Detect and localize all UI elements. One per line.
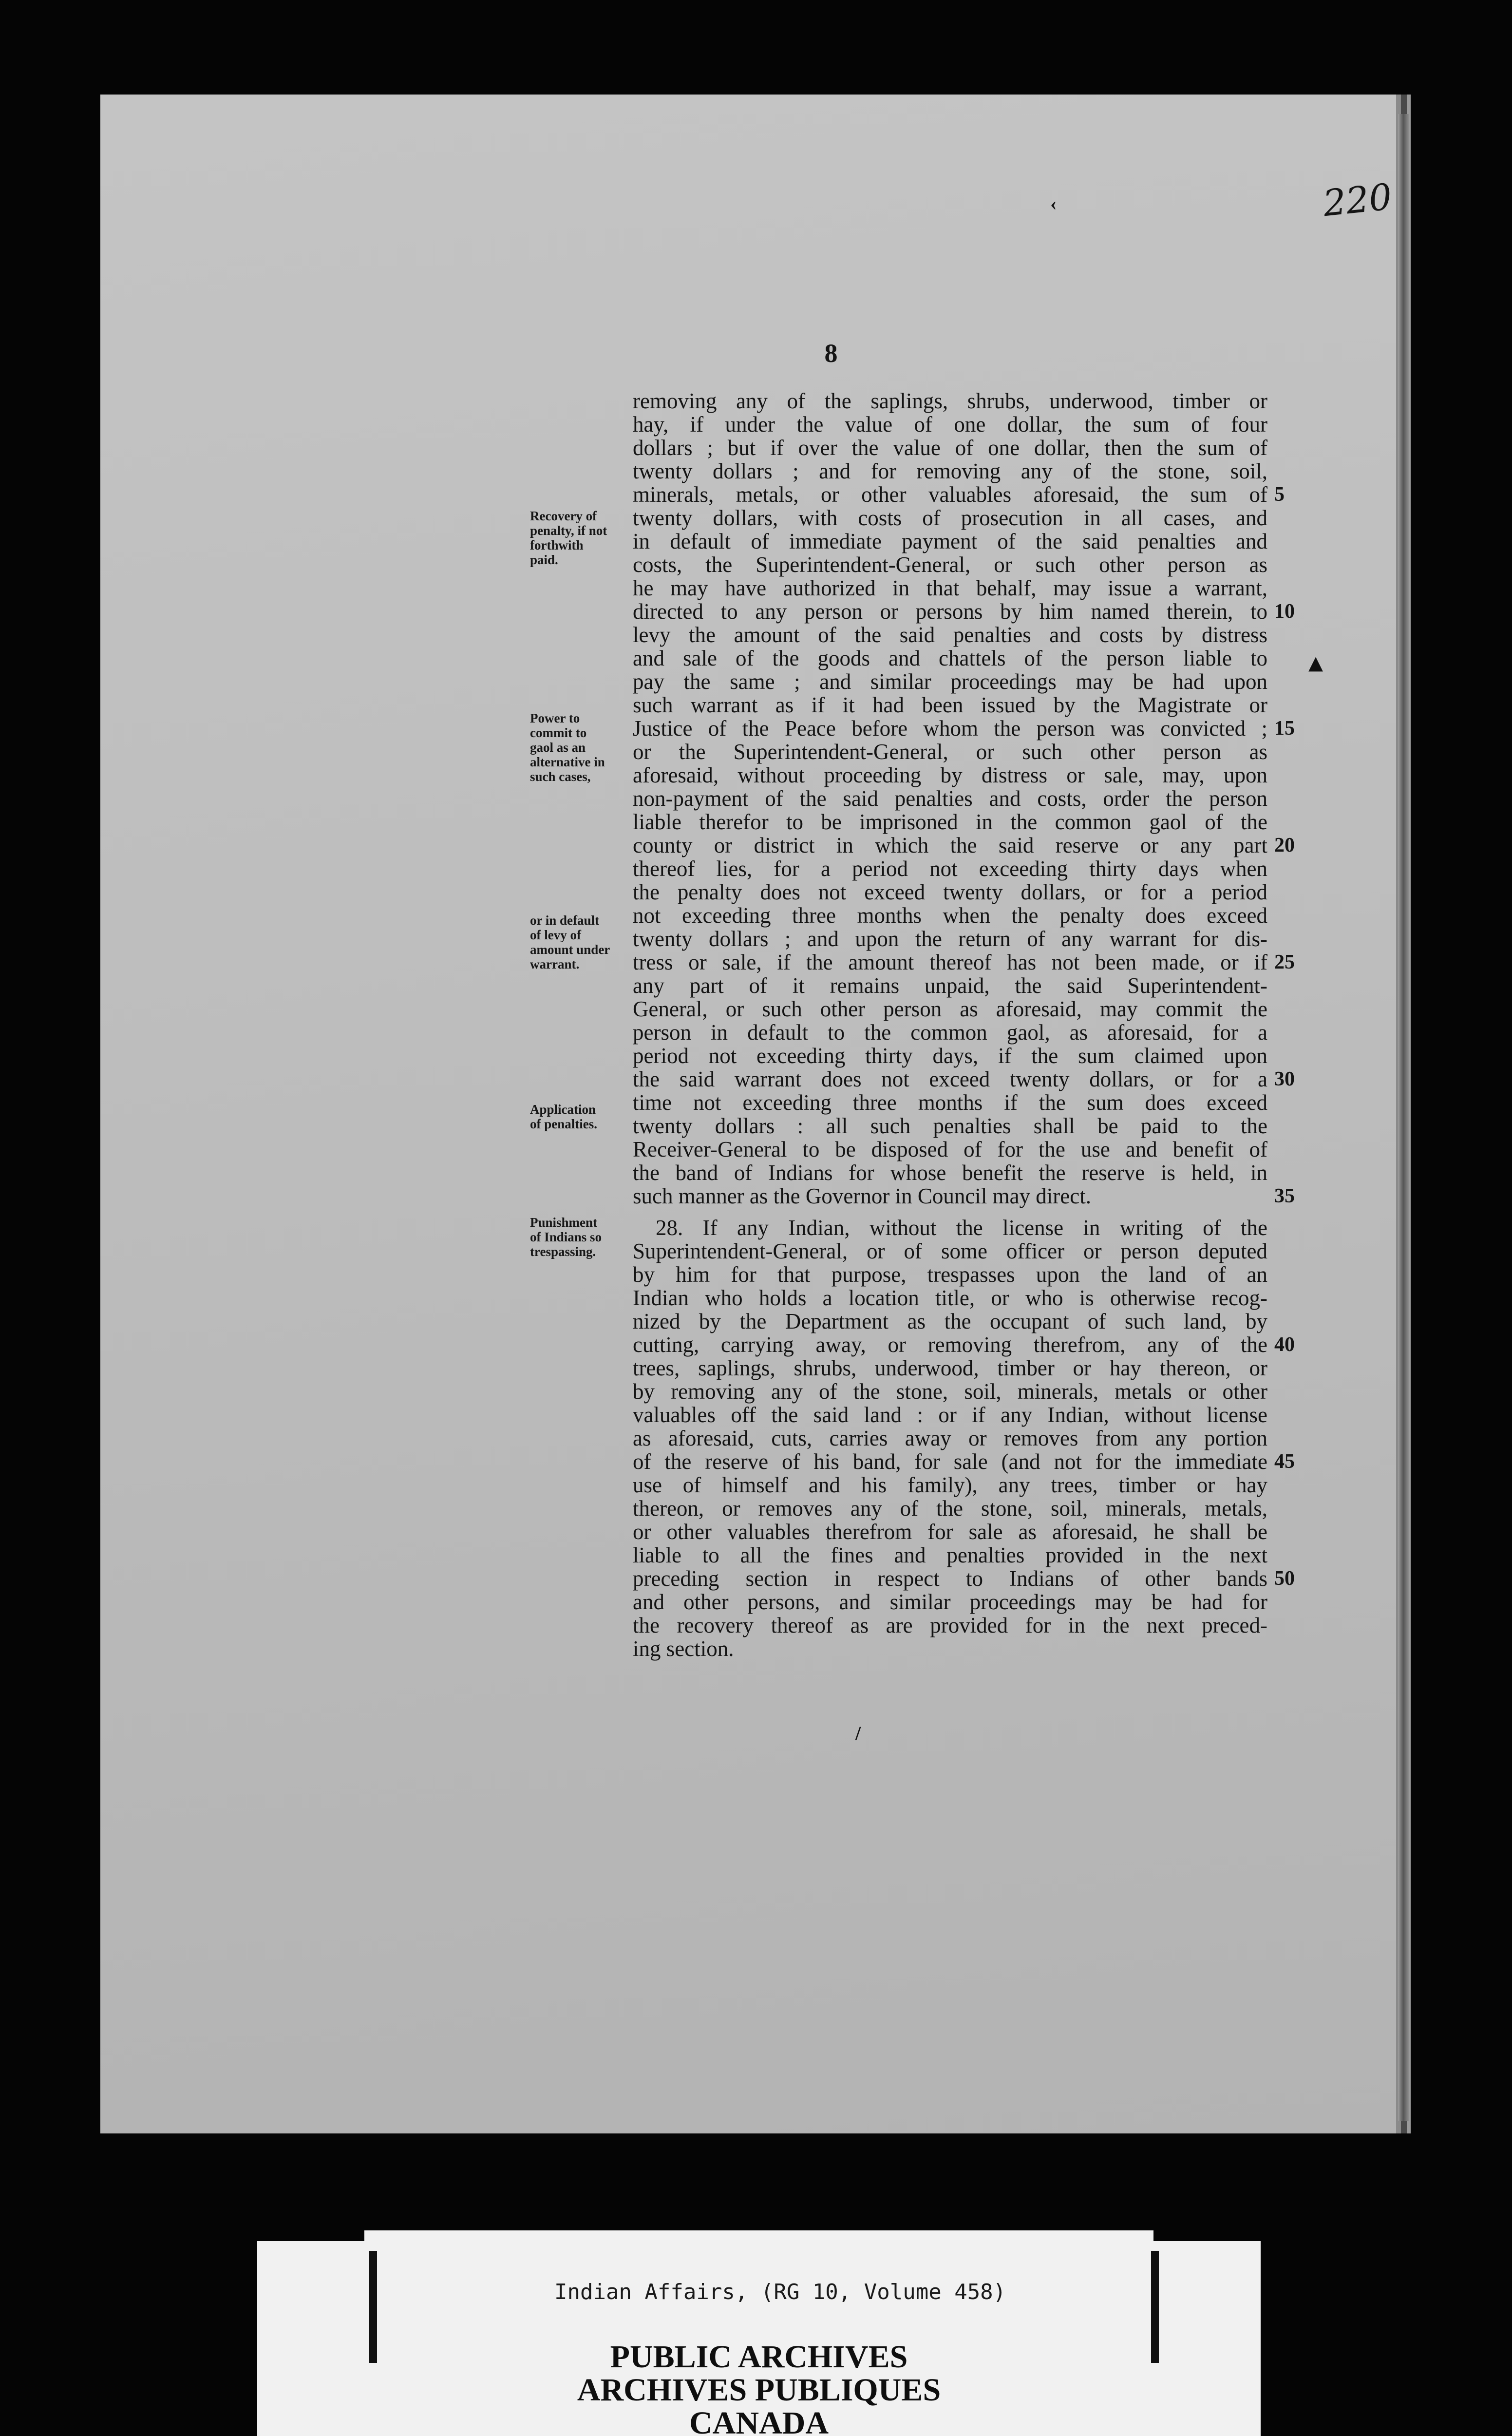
text-line: county or district in which the said reserve or any part bbox=[633, 833, 1267, 857]
text-line: Indian who holds a location title, or who is otherwise recog- bbox=[633, 1286, 1267, 1310]
text-line: period not exceeding thirty days, if the sum claimed upon bbox=[633, 1044, 1267, 1068]
text-line: by removing any of the stone, soil, minerals, metals or other bbox=[633, 1379, 1267, 1404]
text-line: as aforesaid, cuts, carries away or removes from any portion bbox=[633, 1426, 1267, 1450]
text-line: directed to any person or persons by him named therein, to bbox=[633, 599, 1267, 624]
text-line: Superintendent-General, or of some officer or person deputed bbox=[633, 1239, 1267, 1263]
margin-note-power-to-commit: Power to commit to gaol as an alternative in such cases, bbox=[530, 711, 605, 784]
line-number: 30 bbox=[1274, 1068, 1295, 1090]
text-line: liable therefor to be imprisoned in the common gaol of the bbox=[633, 810, 1267, 834]
text-line: trees, saplings, shrubs, underwood, timber or hay thereon, or bbox=[633, 1356, 1267, 1380]
archive-reference: Indian Affairs, (RG 10, Volume 458) bbox=[554, 2280, 1006, 2304]
archive-name-english: PUBLIC ARCHIVES bbox=[610, 2339, 908, 2375]
text-line: the recovery thereof as are provided for in the next preced- bbox=[633, 1613, 1267, 1637]
text-line: by him for that purpose, trespasses upon the land of an bbox=[633, 1262, 1267, 1287]
text-line: twenty dollars, with costs of prosecution in all cases, and bbox=[633, 506, 1267, 530]
text-line: Justice of the Peace before whom the person was convicted ; bbox=[633, 716, 1267, 741]
text-line: twenty dollars : all such penalties shall be paid to the bbox=[633, 1114, 1267, 1138]
text-line: twenty dollars ; and for removing any of the stone, soil, bbox=[633, 459, 1267, 483]
card-bar-left bbox=[369, 2251, 377, 2363]
line-number: 40 bbox=[1274, 1333, 1295, 1356]
section-28-first-line: 28. If any Indian, without the license in writing of the bbox=[656, 1216, 1267, 1240]
text-line: pay the same ; and similar proceedings may be had upon bbox=[633, 669, 1267, 694]
archive-label-card bbox=[257, 2241, 1261, 2436]
text-line: and other persons, and similar proceedings may be had for bbox=[633, 1590, 1267, 1614]
text-line: such warrant as if it had been issued by the Magistrate or bbox=[633, 693, 1267, 717]
text-line: not exceeding three months when the penalty does exceed bbox=[633, 903, 1267, 928]
text-line: Receiver-General to be disposed of for the use and benefit of bbox=[633, 1137, 1267, 1161]
text-line: time not exceeding three months if the sum does exceed bbox=[633, 1090, 1267, 1115]
line-number: 50 bbox=[1274, 1567, 1295, 1590]
margin-note-punishment-of-indians: Punishment of Indians so trespassing. bbox=[530, 1215, 602, 1259]
text-line: of the reserve of his band, for sale (and not for the immediate bbox=[633, 1449, 1267, 1474]
text-line: nized by the Department as the occupant of such land, by bbox=[633, 1309, 1267, 1333]
page-edge bbox=[1398, 114, 1409, 2121]
text-line: costs, the Superintendent-General, or such other person as bbox=[633, 552, 1267, 577]
text-line: ing section. bbox=[633, 1637, 734, 1661]
line-number: 20 bbox=[1274, 834, 1295, 856]
text-line: in default of immediate payment of the said penalties and bbox=[633, 529, 1267, 553]
text-line: thereof lies, for a period not exceeding thirty days when bbox=[633, 856, 1267, 881]
archive-name-french: ARCHIVES PUBLIQUES bbox=[577, 2372, 941, 2408]
speck-mark: ▴ bbox=[1308, 646, 1323, 678]
text-line: minerals, metals, or other valuables aforesaid, the sum of bbox=[633, 482, 1267, 507]
text-line: dollars ; but if over the value of one dollar, then the sum of bbox=[633, 436, 1267, 460]
archive-country: CANADA bbox=[689, 2405, 829, 2436]
folio-number: 220 bbox=[1321, 175, 1394, 225]
text-line: or other valuables therefrom for sale as aforesaid, he shall be bbox=[633, 1520, 1267, 1544]
line-number: 45 bbox=[1274, 1450, 1295, 1473]
margin-note-default-of-levy: or in default of levy of amount under warrant. bbox=[530, 913, 610, 971]
line-number: 25 bbox=[1274, 951, 1295, 973]
text-line: the penalty does not exceed twenty dollars, or for a period bbox=[633, 880, 1267, 904]
text-line: the band of Indians for whose benefit the reserve is held, in bbox=[633, 1161, 1267, 1185]
text-line: twenty dollars ; and upon the return of any warrant for dis- bbox=[633, 927, 1267, 951]
speck-mark: / bbox=[855, 1722, 861, 1744]
line-number: 5 bbox=[1274, 483, 1285, 506]
text-line: non-payment of the said penalties and costs, order the person bbox=[633, 786, 1267, 811]
margin-note-application-of-penalties: Application of penalties. bbox=[530, 1102, 597, 1131]
text-line: any part of it remains unpaid, the said Superintendent- bbox=[633, 973, 1267, 998]
card-tab bbox=[364, 2230, 1153, 2245]
text-line: liable to all the fines and penalties provided in the next bbox=[633, 1543, 1267, 1567]
text-line: thereon, or removes any of the stone, soil, minerals, metals, bbox=[633, 1496, 1267, 1521]
text-line: preceding section in respect to Indians of other bands bbox=[633, 1566, 1267, 1591]
text-line: valuables off the said land : or if any Indian, without license bbox=[633, 1403, 1267, 1427]
text-line: and sale of the goods and chattels of the person liable to bbox=[633, 646, 1267, 670]
text-line: or the Superintendent-General, or such other person as bbox=[633, 740, 1267, 764]
text-line: General, or such other person as aforesaid, may commit the bbox=[633, 997, 1267, 1021]
line-number: 35 bbox=[1274, 1185, 1295, 1207]
text-line: use of himself and his family), any trees, timber or hay bbox=[633, 1473, 1267, 1497]
text-line: person in default to the common gaol, as aforesaid, for a bbox=[633, 1020, 1267, 1045]
line-number: 15 bbox=[1274, 717, 1295, 740]
line-number: 10 bbox=[1274, 600, 1295, 623]
text-line: such manner as the Governor in Council may direct. bbox=[633, 1184, 1091, 1208]
document-page bbox=[100, 95, 1396, 2133]
text-line: tress or sale, if the amount thereof has not been made, or if bbox=[633, 950, 1267, 974]
text-line: hay, if under the value of one dollar, the sum of four bbox=[633, 412, 1267, 437]
text-line: the said warrant does not exceed twenty dollars, or for a bbox=[633, 1067, 1267, 1091]
text-line: he may have authorized in that behalf, may issue a warrant, bbox=[633, 576, 1267, 600]
text-line: removing any of the saplings, shrubs, underwood, timber or bbox=[633, 389, 1267, 413]
text-line: levy the amount of the said penalties and costs by distress bbox=[633, 623, 1267, 647]
speck-mark: ‹ bbox=[1050, 192, 1057, 214]
margin-note-recovery-of-penalty: Recovery of penalty, if not forthwith paid. bbox=[530, 509, 607, 567]
card-bar-right bbox=[1151, 2251, 1159, 2363]
page-number: 8 bbox=[824, 339, 838, 368]
text-line: aforesaid, without proceeding by distress or sale, may, upon bbox=[633, 763, 1267, 787]
text-line: cutting, carrying away, or removing therefrom, any of the bbox=[633, 1332, 1267, 1357]
